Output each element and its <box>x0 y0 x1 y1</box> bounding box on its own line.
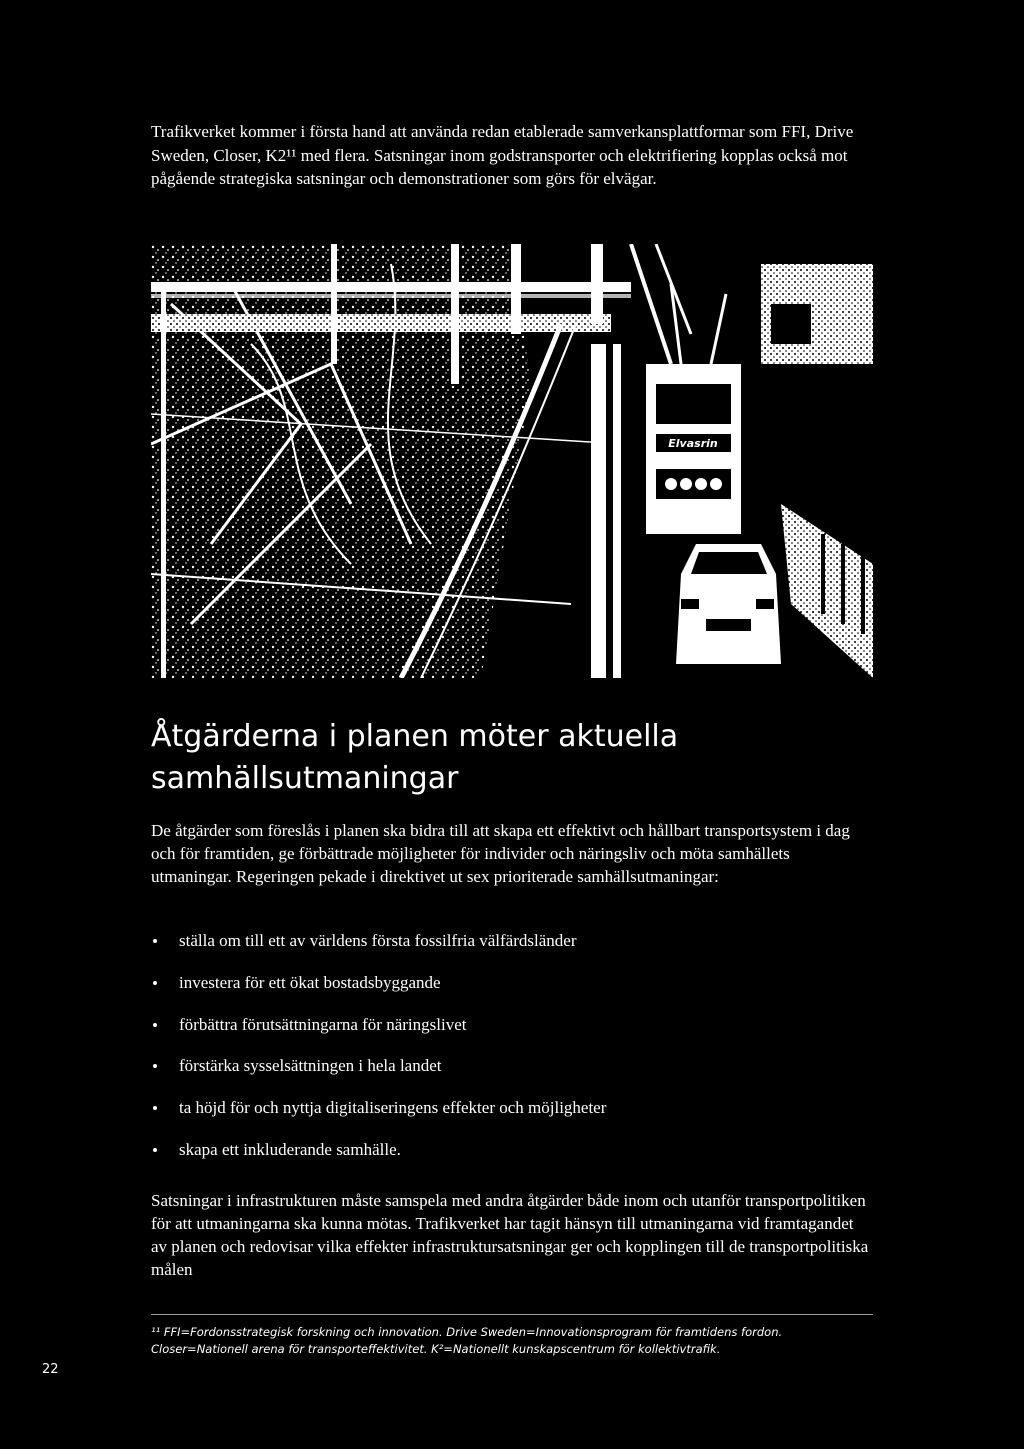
distant-vehicle <box>761 264 873 364</box>
footnote-divider <box>151 1314 873 1315</box>
page-number: 22 <box>42 1362 59 1377</box>
list-item <box>151 1010 871 1052</box>
list-item-text: förbättra förutsättningarna för näringslivet <box>179 1014 467 1034</box>
section-heading: Åtgärderna i planen möter aktuella samhällsutmaningar <box>151 719 679 796</box>
footnote: ¹¹ FFI=Fordonsstrategisk forskning och innovation. Drive Sweden=Innovationsprogram för framtidens fordon. Closer=Nationell arena för transporteffektivitet. K²=Nationellt kunskapscentrum för kollektivtrafik. <box>151 1325 783 1356</box>
road-barrier <box>591 344 621 678</box>
bullet-icon <box>153 1148 157 1152</box>
list-item <box>151 968 871 1010</box>
list-item <box>151 1093 871 1135</box>
list-item-text: ta höjd för och nyttja digitaliseringens effekter och möjligheter <box>179 1098 607 1118</box>
list-item <box>151 1135 871 1177</box>
list-item <box>151 926 871 968</box>
list-item-text: ställa om till ett av världens första fossilfria välfärdsländer <box>179 931 577 950</box>
bullet-icon <box>153 1064 157 1068</box>
bullet-icon <box>153 1106 157 1110</box>
list-item <box>151 1051 871 1093</box>
list-item-text: förstärka sysselsättningen i hela landet <box>179 1056 442 1076</box>
list-item-text: skapa ett inkluderande samhälle. <box>179 1139 401 1159</box>
challenges-list <box>151 926 871 1177</box>
section-paragraph-2: Satsningar i infrastrukturen måste samspela med andra åtgärder både inom och utanför transportpolitiken för att utmaningarna ska kunna mötas. Trafikverket har tagit hänsyn till utmaningarna vid framtagandet av planen och redovisar vilka effekter infrastruktursatsningar ger och kopplingen till de transportpolitiska målen <box>151 1191 869 1279</box>
intro-paragraph: Trafikverket kommer i första hand att använda redan etablerade samverkansplattformar som FFI, Drive Sweden, Closer, K2¹¹ med flera. Satsningar inom godstransporter och elektrifiering kopplas också mot pågående strategiska satsningar och demonstrationer som görs för elvägar. <box>151 122 854 188</box>
truck-sign: Elvasrin <box>668 437 718 450</box>
trees <box>151 244 531 678</box>
list-item-text: investera för ett ökat bostadsbyggande <box>179 972 441 992</box>
bullet-icon <box>153 981 157 985</box>
section-paragraph-1: De åtgärder som föreslås i planen ska bidra till att skapa ett effektivt och hållbart transportsystem i dag och för framtiden, ge förbättrade möjligheter för individer och näringsliv och möta samhällets utmaningar. Regeringen pekade i direktivet ut sex prioriterade samhällsutmaningar: <box>151 821 850 886</box>
bullet-icon <box>153 1023 157 1027</box>
highway-photo <box>151 244 873 678</box>
car <box>676 544 781 664</box>
bullet-icon <box>153 939 157 943</box>
